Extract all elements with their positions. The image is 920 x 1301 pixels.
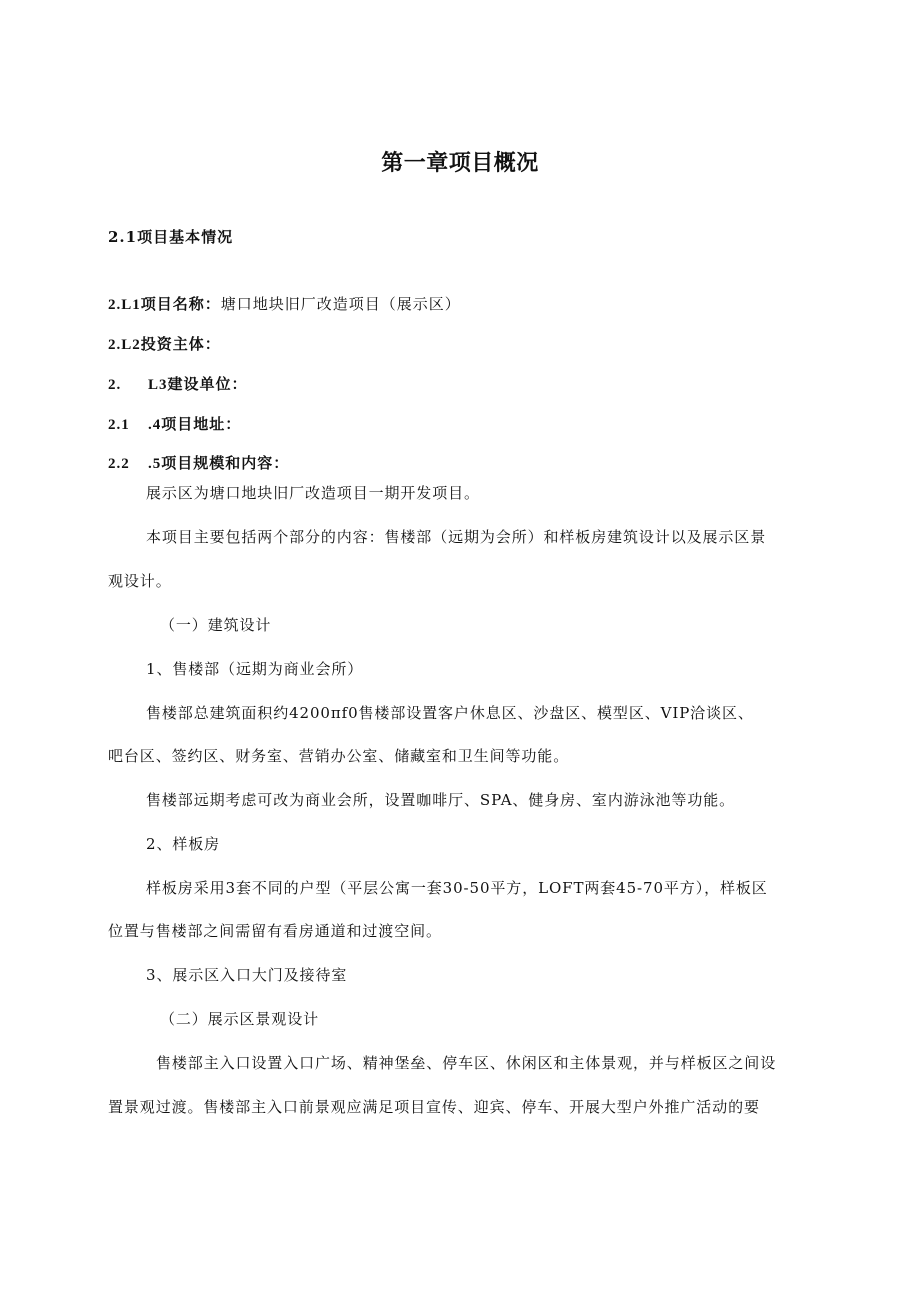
- field-label: 建设单位：: [167, 375, 248, 393]
- subheading-show-flat: 2、样板房: [146, 835, 221, 853]
- field-number: 2.L1: [108, 297, 141, 313]
- field-label: 项目名称：: [140, 295, 221, 313]
- paragraph-line: 本项目主要包括两个部分的内容：售楼部（远期为会所）和样板房建筑设计以及展示区景: [146, 528, 767, 546]
- field-investor: [108, 333, 221, 354]
- paragraph-line: 位置与售楼部之间需留有看房通道和过渡空间。: [108, 922, 442, 940]
- field-number: 2.L2: [108, 337, 141, 353]
- paragraph-line: 售楼部总建筑面积约4200πf0售楼部设置客户休息区、沙盘区、模型区、VIP洽谈区、: [146, 704, 754, 722]
- section-heading: 2.1项目基本情况: [108, 228, 234, 246]
- field-number-suffix: L3: [148, 377, 168, 393]
- subheading-entrance: 3、展示区入口大门及接待室: [146, 966, 348, 984]
- subheading-landscape: （二）展示区景观设计: [160, 1010, 320, 1028]
- paragraph-line: 展示区为塘口地块旧厂改造项目一期开发项目。: [146, 484, 480, 502]
- field-scale: [108, 452, 289, 473]
- field-value: 塘口地块旧厂改造项目（展示区）: [220, 295, 461, 313]
- paragraph-line: 置景观过渡。售楼部主入口前景观应满足项目宣传、迎宾、停车、开展大型户外推广活动的要: [108, 1098, 760, 1116]
- paragraph-line: 吧台区、签约区、财务室、营销办公室、储藏室和卫生间等功能。: [108, 747, 570, 765]
- field-number: 2.: [108, 377, 122, 393]
- subheading-sales-office: 1、售楼部（远期为商业会所）: [146, 660, 364, 678]
- field-label: 项目地址：: [161, 415, 242, 433]
- field-number-suffix: .4: [148, 417, 162, 433]
- field-label: 投资主体：: [140, 335, 221, 353]
- chapter-title: 第一章项目概况: [381, 151, 539, 176]
- field-number-suffix: .5: [148, 456, 162, 472]
- subheading-architecture: （一）建筑设计: [160, 616, 272, 634]
- paragraph-line: 观设计。: [108, 572, 172, 590]
- paragraph-line: 样板房采用3套不同的户型（平层公寓一套30-50平方，LOFT两套45-70平方），样板区: [146, 879, 768, 897]
- field-number: 2.2: [108, 456, 130, 472]
- paragraph-line: 售楼部远期考虑可改为商业会所，设置咖啡厅、SPA、健身房、室内游泳池等功能。: [146, 791, 736, 809]
- field-number: 2.1: [108, 417, 130, 433]
- paragraph-line: 售楼部主入口设置入口广场、精神堡垒、停车区、休闲区和主体景观，并与样板区之间设: [156, 1054, 777, 1072]
- field-project-name: [108, 293, 461, 314]
- field-label: 项目规模和内容：: [161, 454, 290, 472]
- field-address: [108, 413, 241, 434]
- field-builder: [108, 373, 248, 394]
